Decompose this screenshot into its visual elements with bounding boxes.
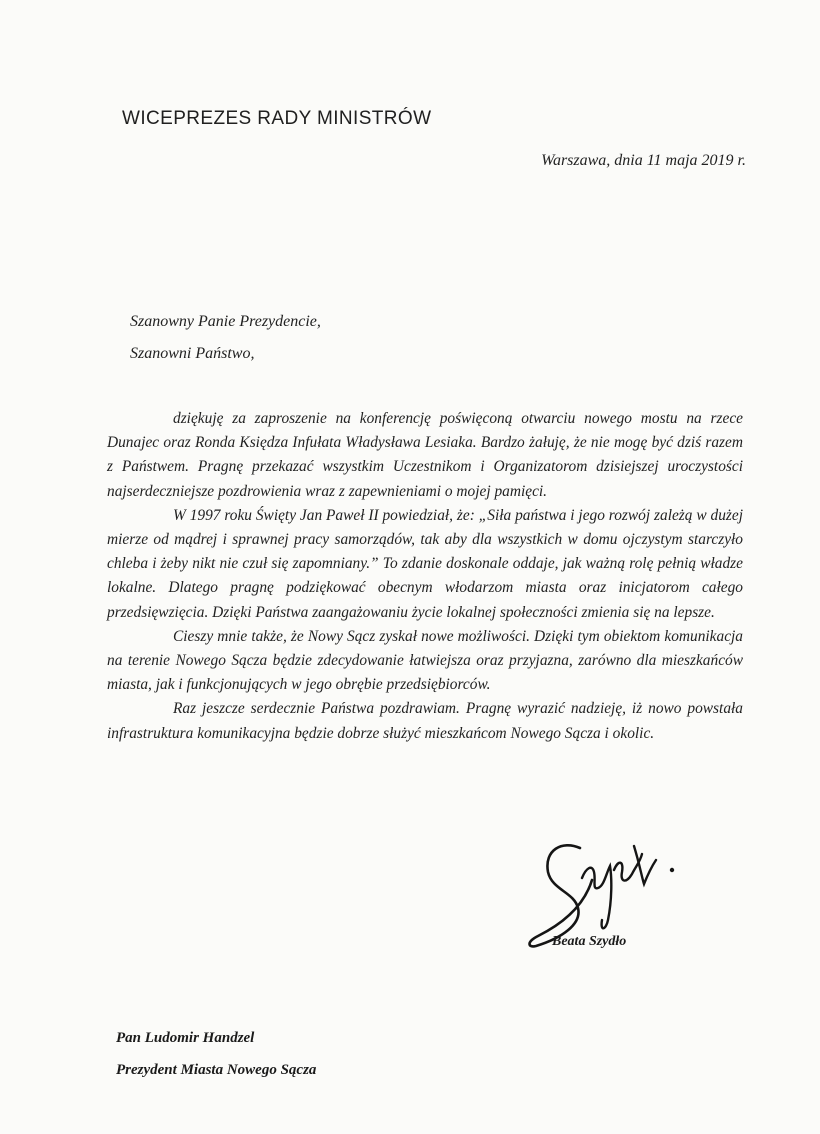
salutation-line-2: Szanowni Państwo, — [130, 345, 255, 362]
paragraph-1: dziękuję za zaproszenie na konferencję poświęconą otwarciu nowego mostu na rzece Dunajec oraz Ronda Księdza Infułata Władysława Lesiaka. Bardzo żałuję, że nie mogę być dziś razem z Państwem. Pragnę przekazać wszystkim Uczestnikom i Organizatorom dzisiejszej uroczystości najserdeczniejsze pozdrowienia wraz z zapewnieniami o mojej pamięci. — [107, 410, 743, 500]
paragraph-3: Cieszy mnie także, że Nowy Sącz zyskał nowe możliwości. Dzięki tym obiektom komunikacja na terenie Nowego Sącza będzie zdecydowanie łatwiejsza oraz przyjazna, zarówno dla mieszkańców miasta, jak i funkcjonujących w jego obrębie przedsiębiorców. — [107, 627, 743, 694]
addressee-title: Prezydent Miasta Nowego Sącza — [116, 1062, 317, 1078]
paragraph-2: W 1997 roku Święty Jan Paweł II powiedział, że: „Siła państwa i jego rozwój zależą w dużej mierze od mądrej i sprawnej pracy samorządów, tak aby dla wszystkich w domu ojczystym starczyło chleba i żeby nikt nie czuł się zapomniany.” To zdanie doskonale oddaje, jak ważną rolę pełnią władze lokalne. Dlatego pragnę podziękować obecnym włodarzom miasta oraz inicjatorom całego przedsięwzięcia. Dzięki Państwa zaangażowaniu życie lokalnej społeczności zmienia się na lepsze. — [107, 506, 743, 621]
letterhead-title: WICEPREZES RADY MINISTRÓW — [122, 108, 432, 129]
salutation-line-1: Szanowny Panie Prezydencie, — [130, 313, 321, 330]
addressee-name: Pan Ludomir Handzel — [116, 1030, 255, 1046]
letter-body — [107, 407, 743, 746]
signer-name: Beata Szydło — [552, 934, 627, 949]
paragraph-4: Raz jeszcze serdecznie Państwa pozdrawiam. Pragnę wyrazić nadzieję, iż nowo powstała infrastruktura komunikacyjna będzie dobrze służyć mieszkańcom Nowego Sącza i okolic. — [107, 700, 743, 742]
letter-date: Warszawa, dnia 11 maja 2019 r. — [541, 152, 746, 169]
